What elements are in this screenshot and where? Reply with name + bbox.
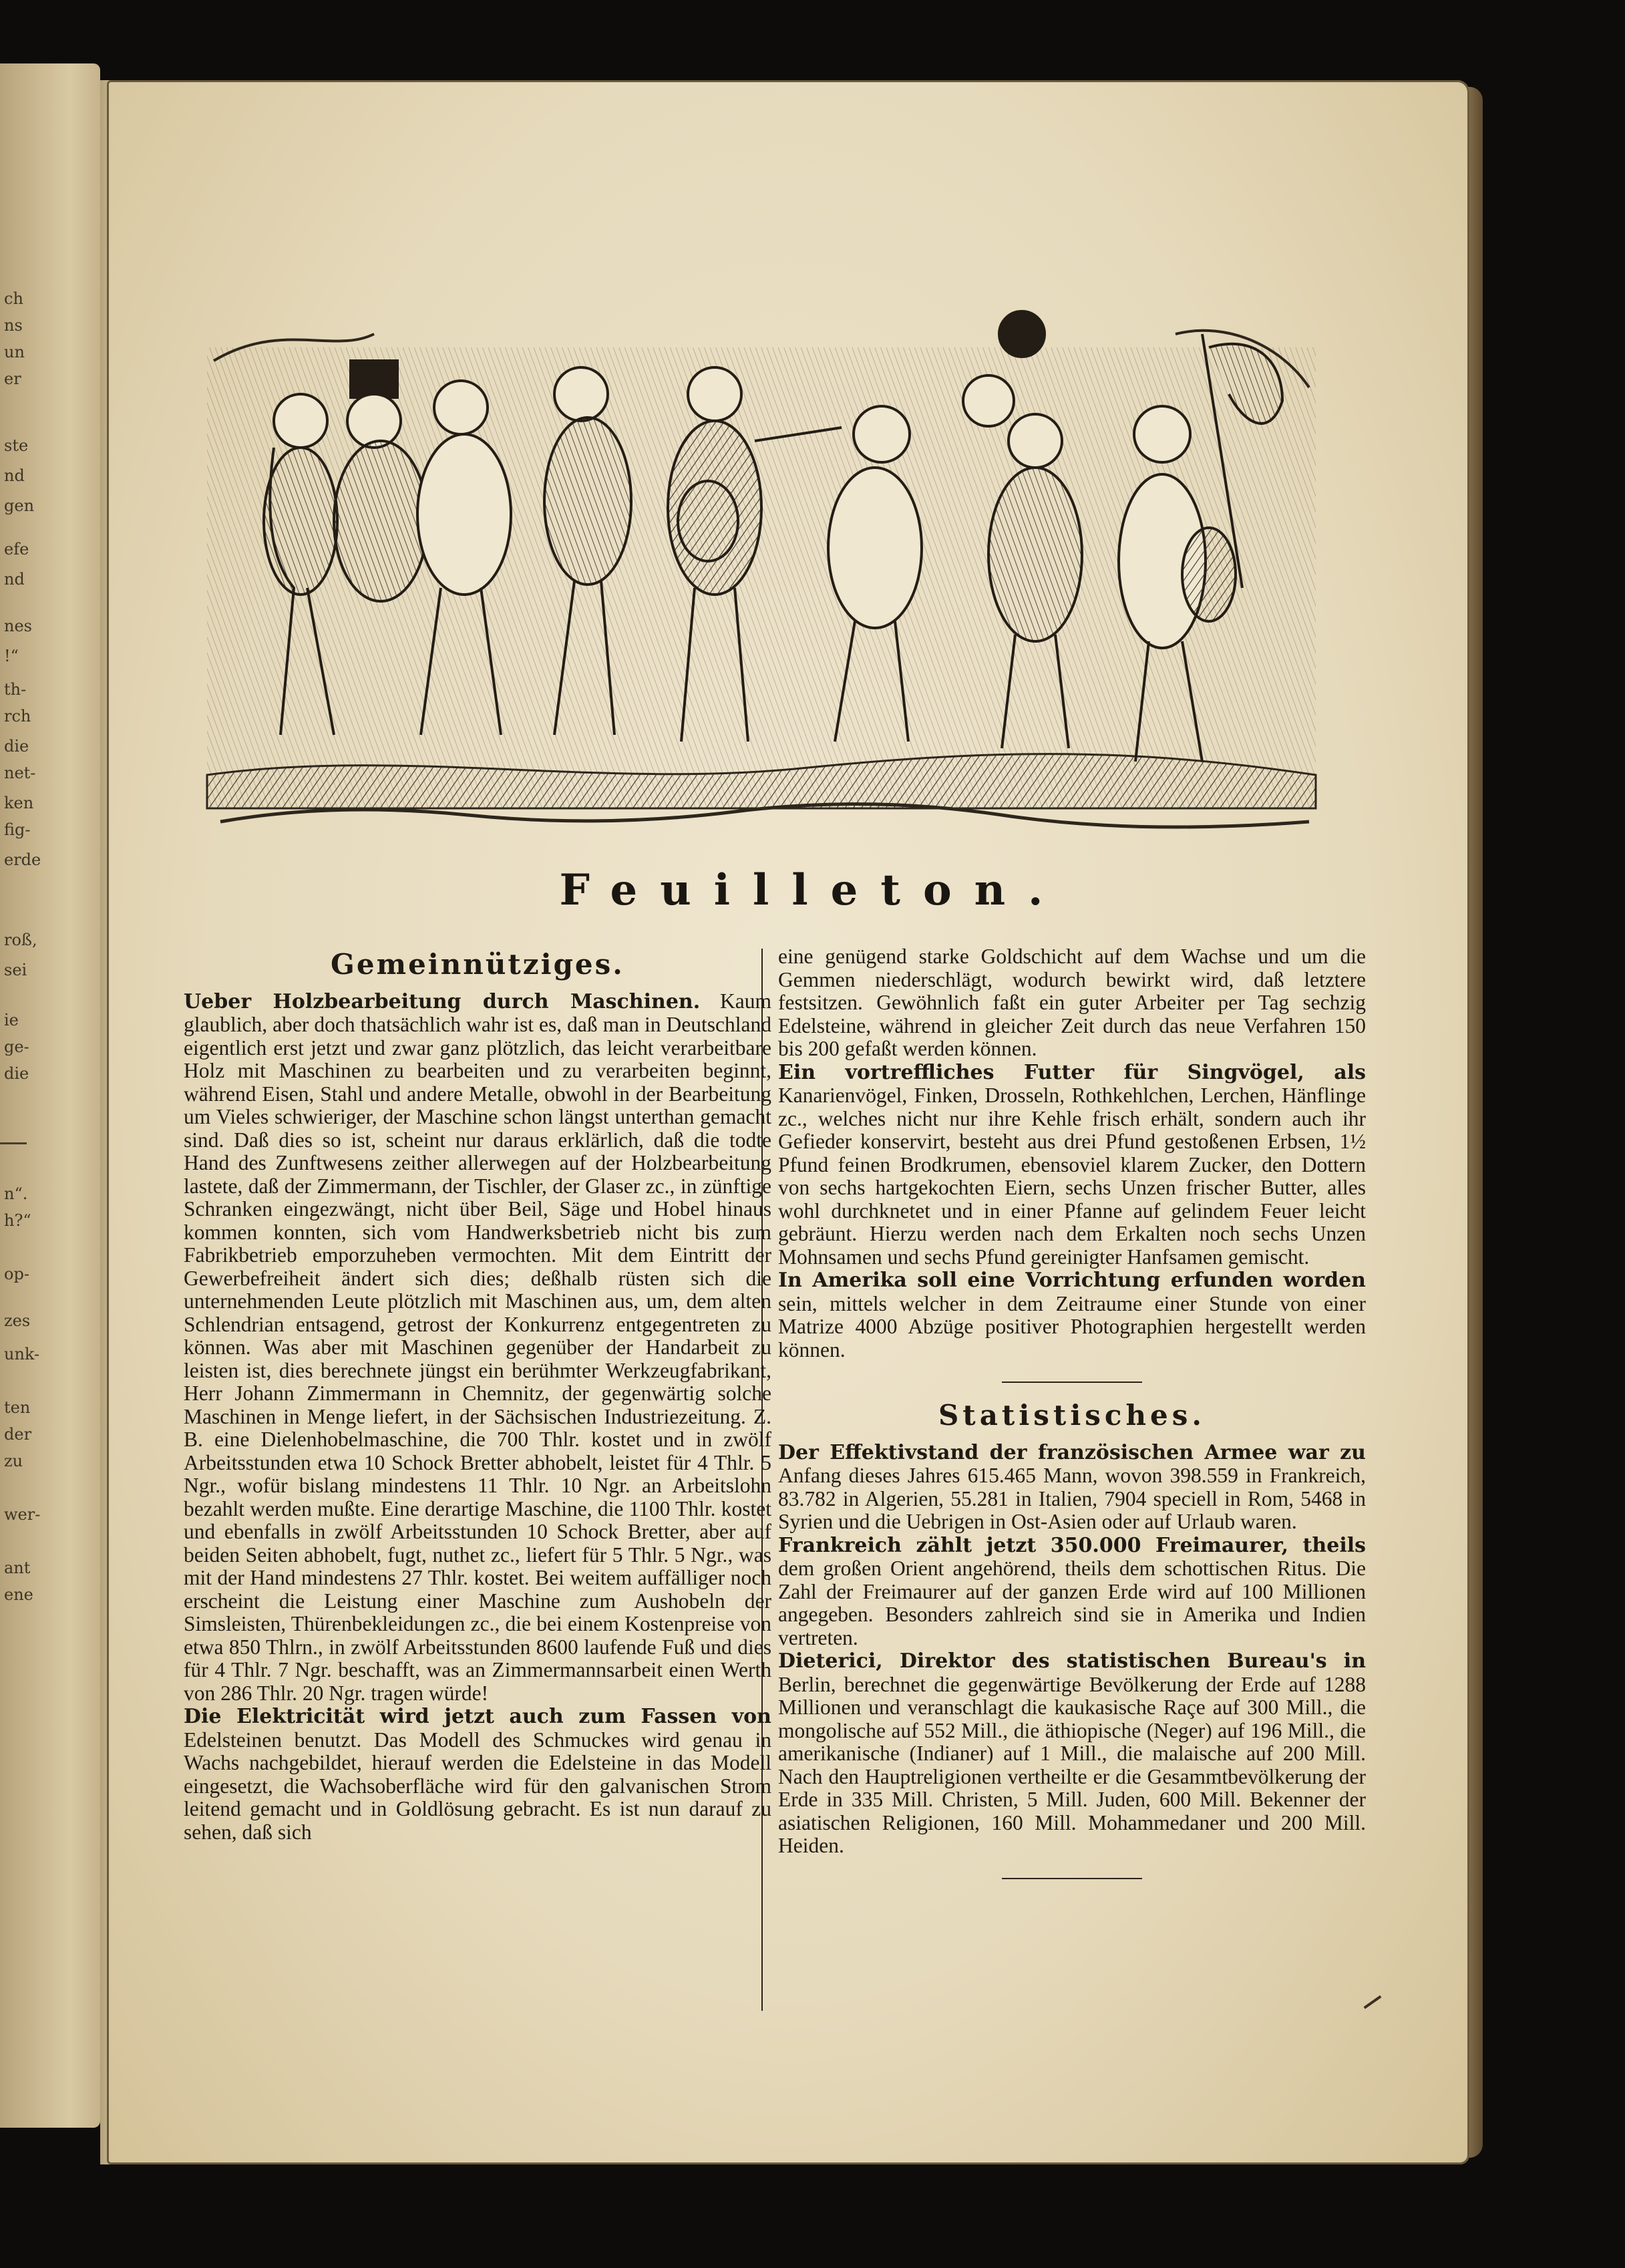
article-lead: Ueber Holzbearbeitung durch Maschinen. — [184, 989, 701, 1013]
article-text: Berlin, berechnet die gegenwärtige Bevölkerung der Erde auf 1288 Millionen und veranschlagt die kaukasische Raçe auf 300 Mill., die mongolische auf 552 Mill., die äthiopische (Neger) auf 196 Mill., die amerikanische (Indianer) auf 1 Mill., die malaische auf 200 Mill. Nach den Hauptreligionen vertheilte er die Gesammtbevölkerung der Erde in 335 Mill. Christen, 5 Mill. Juden, 600 Mill. Bekenner der asiatischen Religionen, 160 Mill. Mohammedaner und 200 Mill. Heiden. — [778, 1672, 1366, 1857]
previous-page-fragment: op- — [4, 1265, 29, 1283]
previous-page-fragment: fig- — [4, 820, 31, 839]
section-title-statistisches: Statistisches. — [938, 1399, 1206, 1432]
previous-page-fragment: ie — [4, 1011, 19, 1029]
article-text: sein, mittels welcher in dem Zeitraume einer Stunde von einer Matrize 4000 Abzüge positiver Photographien hergestellt werden können. — [778, 1291, 1366, 1361]
previous-page-fragment: ste — [4, 436, 29, 455]
previous-page-fragment: th- — [4, 680, 27, 699]
previous-page-fragment: unk- — [4, 1345, 40, 1363]
previous-page-fragment: un — [4, 343, 25, 361]
previous-page-fragment: efe — [4, 540, 29, 558]
article-amerika — [778, 1269, 1366, 1361]
previous-page-fragment: n“. — [4, 1184, 28, 1203]
previous-page-fragment: zes — [4, 1311, 31, 1330]
previous-page-fragment: ge- — [4, 1037, 29, 1056]
previous-page-fragment: erde — [4, 850, 41, 869]
article-lead: Ein vortreffliches Futter für Singvögel, als — [778, 1060, 1366, 1084]
previous-page-fragment: !“ — [4, 647, 19, 665]
section-title-gemeinnuetziges: Gemeinnütziges. — [331, 948, 624, 981]
section-rule — [1002, 1382, 1142, 1383]
previous-page-fragment: h?“ — [4, 1211, 31, 1230]
left-column — [184, 945, 771, 1844]
article-lead: Dieterici, Direktor des statistischen Bureau's in — [778, 1649, 1366, 1673]
previous-page-fragment: nd — [4, 466, 25, 485]
previous-page-fragment: nd — [4, 570, 25, 589]
previous-page-fragment: net- — [4, 764, 36, 782]
previous-page-fragment: die — [4, 737, 29, 756]
previous-page-fragment: ch — [4, 289, 23, 308]
previous-page-fragment: wer- — [4, 1505, 41, 1524]
article-dieterici — [778, 1649, 1366, 1858]
previous-page-fragment: die — [4, 1064, 29, 1083]
article-elektricitaet — [184, 1705, 771, 1844]
article-lead: Die Elektricität wird jetzt auch zum Fassen von — [184, 1705, 771, 1728]
previous-page-fragment: nes — [4, 617, 32, 635]
previous-page-rule — [0, 1142, 27, 1144]
article-text: Edelsteinen benutzt. Das Modell des Schmuckes wird genau in Wachs nachgebildet, hierauf werden die Edelsteine in das Modell eingesetzt, die Wachsoberfläche wird für den galvanischen Strom leitend gemacht und in Goldlösung gebracht. Es ist nun darauf zu sehen, daß sich — [184, 1728, 771, 1844]
right-column — [778, 945, 1366, 1901]
engraving-illustration — [200, 307, 1322, 835]
previous-page-fragment: sei — [4, 961, 27, 979]
article-holzbearbeitung — [184, 990, 771, 1706]
article-lead: Frankreich zählt jetzt 350.000 Freimaurer, theils — [778, 1533, 1366, 1557]
article-lead: Der Effektivstand der französischen Armee war zu — [778, 1440, 1366, 1464]
article-armee — [778, 1441, 1366, 1534]
previous-page-edge — [0, 63, 100, 2128]
previous-page-fragment: ant — [4, 1559, 31, 1577]
previous-page-fragment: ten — [4, 1398, 31, 1417]
previous-page-fragment: ken — [4, 794, 34, 812]
article-text: dem großen Orient angehörend, theils dem schottischen Ritus. Die Zahl der Freimaurer auf der ganzen Erde wird auf 100 Millionen angegeben. Besonders zahlreich sind sie in Amerika und Indien vertreten. — [778, 1557, 1366, 1649]
article-lead: In Amerika soll eine Vorrichtung erfunden worden — [778, 1269, 1366, 1292]
article-continuation: eine genügend starke Goldschicht auf dem Wachse und um die Gemmen niederschlägt, wodurch bewirkt wird, daß letztere festsitzen. Gewöhnlich faßt ein guter Arbeiter per Tag sechzig Edelsteine, während in gleicher Zeit durch das neue Verfahren 150 bis 200 gefaßt werden können. — [778, 945, 1366, 1060]
previous-page-fragment: rch — [4, 707, 31, 725]
end-rule — [1002, 1878, 1142, 1879]
previous-page-fragment: zu — [4, 1452, 23, 1470]
page-heading: Feuilleton. — [559, 865, 1066, 915]
previous-page-fragment: ene — [4, 1585, 33, 1604]
article-text: Anfang dieses Jahres 615.465 Mann, wovon 398.559 in Frankreich, 83.782 in Algerien, 55.281 in Italien, 7904 speciell in Rom, 5468 in Syrien und die Uebrigen in Ost-Asien oder auf Urlaub waren. — [778, 1464, 1366, 1533]
previous-page-fragment: roß, — [4, 931, 37, 949]
article-singvoegel — [778, 1061, 1366, 1269]
previous-page-fragment: ns — [4, 316, 23, 335]
article-text: Kanarienvögel, Finken, Drosseln, Rothkehlchen, Lerchen, Hänflinge zc., welches nicht nur ihre Kehle frisch erhält, sondern auch ihr Gefieder konservirt, besteht aus drei Pfund gestoßenen Erbsen, 1½ Pfund feinen Brodkrumen, ebensoviel klarem Zucker, den Dottern von sechs hartgekochten Eiern, sechs Unzen frischer Butter, alles wohl durchknetet und in einer Pfanne auf gelindem Feuer leicht gebräunt. Hierzu werden nach dem Erkalten noch sechs Unzen Mohnsamen und sechs Pfund gereinigter Hanfsamen gemischt. — [778, 1084, 1366, 1269]
article-freimaurer — [778, 1534, 1366, 1650]
previous-page-fragment: er — [4, 369, 21, 388]
previous-page-fragment: der — [4, 1425, 32, 1444]
article-text: Kaum glaublich, aber doch thatsächlich wahr ist es, daß man in Deutschland eigentlich erst jetzt und zwar ganz plötzlich, das leicht verarbeitbare Holz mit Maschinen zu bearbeiten und zu verarbeiten beginnt, während Eisen, Stahl und andere Metalle, obwohl in der Bearbeitung um Vieles schwieriger, der Maschine schon längst unterthan gemacht sind. Daß dies so ist, scheint nur daraus erklärlich, daß die todte Hand des Zunftwesens zeither allerwegen auf der Holzbearbeitung lastete, daß der Zimmermann, der Tischler, der Glaser zc., in zünftige Schranken eingezwängt, nicht über Beil, Säge und Hobel hinaus kommen konnten, sich vom Handwerksbetrieb nicht bis zum Fabrikbetrieb emporzuheben vermochten. Mit dem Eintritt der Gewerbefreiheit ändert sich dies; deßhalb rüsten sich die unternehmenden Leute plötzlich mit Maschinen aus, um, dem alten Schlendrian entsagend, getrost der Konkurrenz entgegentreten zu können. Was aber mit Maschinen gegenüber der Handarbeit zu leisten ist, dies berechnete jüngst ein berühmter Werkzeugfabrikant, Herr Johann Zimmermann in Chemnitz, der gegenwärtig solche Maschinen in Menge liefert, in der Sächsischen Industriezeitung. Z. B. eine Dielenhobelmaschine, die 700 Thlr. kostet und in zwölf Arbeitsstunden etwa 10 Schock Bretter abhobelt, leistet für 4 Thlr. 5 Ngr., wofür bislang mindestens 11 Thlr. 10 Ngr. an Arbeitslohn bezahlt werden mußte. Eine derartige Maschine, die 1100 Thlr. kostet und ebenfalls in zwölf Arbeitsstunden 10 Schock Bretter, aber auf beiden Seiten abhobelt, fugt, nuthet zc., liefert für 5 Thlr. 5 Ngr., was mit der Hand mindestens 27 Thlr. kostet. Bei weitem auffälliger noch erscheint die Leistung einer Maschine zum Aushobeln der Simsleisten, Thürenbekleidungen zc., die bei einem Kostenpreise von etwa 850 Thlrn., in zwölf Arbeitsstunden 8600 laufende Fuß und dies für 4 Thlr. 7 Ngr. beschafft, was an Zimmermannsarbeit einen Werth von 286 Thlr. 20 Ngr. tragen würde! — [184, 989, 771, 1705]
previous-page-fragment: gen — [4, 496, 35, 515]
